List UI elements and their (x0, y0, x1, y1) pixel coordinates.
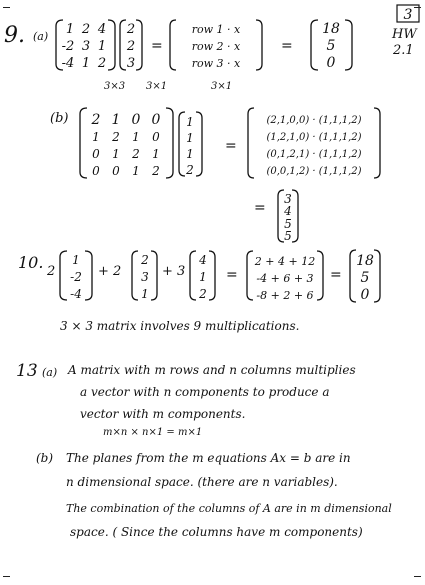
matrix-9a-cell: 4 (97, 22, 107, 37)
dot-product: (2,1,0,0) · (1,1,1,2) (266, 115, 362, 126)
matrix-9b-cell: 2 (112, 130, 120, 144)
vector-entry: -2 (70, 270, 82, 284)
vector-9b-entry: 1 (186, 131, 194, 145)
matrix-9b-cell: 0 (151, 112, 161, 128)
vector-9a-entry: 2 (126, 22, 136, 37)
result-9b-entry: 5 (284, 217, 292, 231)
row-product: row 1 · x (191, 23, 241, 36)
matrix-9b (80, 108, 173, 178)
matrix-9b-cell: 0 (92, 164, 100, 178)
vector-9b-entry: 2 (186, 163, 194, 177)
problem-13b-line: space. ( Since the columns have m components) (70, 525, 363, 539)
equals-sign: = (330, 267, 342, 283)
vector-10-3 (190, 251, 215, 301)
vector-entry: 1 (199, 270, 207, 284)
matrix-9a-cell: 3 (81, 39, 91, 54)
vector-9a (120, 20, 142, 71)
matrix-9b-cell: 0 (152, 130, 160, 144)
vector-entry: 1 (141, 287, 149, 301)
equals-sign: = (151, 38, 163, 54)
problem-13b-line: The planes from the m equations Ax = b are in (66, 451, 351, 465)
matrix-9b-cell: 2 (91, 112, 101, 128)
dimensions-9a (104, 81, 232, 92)
vector-10-1 (60, 251, 92, 301)
result-9a-entry: 0 (326, 55, 336, 71)
matrix-9a-cell: 2 (97, 56, 107, 71)
matrix-9b-cell: 0 (92, 147, 100, 161)
vector-9b-entry: 1 (186, 115, 194, 129)
problem-13a-label: (a) (42, 366, 58, 379)
sum-expression: -8 + 2 + 6 (256, 289, 314, 302)
matrix-9a-cell: 2 (81, 22, 91, 37)
matrix-9b-cell: 1 (112, 147, 120, 161)
matrix-9b-cell: 0 (112, 164, 120, 178)
page-number: 3 (403, 7, 413, 23)
scan-mark (3, 7, 10, 8)
problem-13b-line: The combination of the columns of A are in m dimensional (66, 502, 392, 515)
dimension-label: 3×1 (146, 81, 168, 92)
result-9b (278, 190, 298, 243)
hw-section: 2.1 (393, 43, 414, 58)
equals-sign: = (226, 267, 238, 283)
scan-mark (414, 7, 421, 8)
vector-10-2 (132, 251, 157, 301)
equals-sign: = (281, 38, 293, 54)
problem-10-note: 3 × 3 matrix involves 9 multiplications. (60, 319, 300, 333)
row-product: row 3 · x (191, 57, 241, 70)
coefficient: 2 (47, 264, 56, 279)
vector-entry: -4 (70, 287, 82, 301)
coefficient: + 3 (162, 264, 186, 279)
problem-13-number: 13 (16, 361, 38, 381)
matrix-9b-cell: 1 (152, 147, 160, 161)
problem-13a-line: vector with m components. (80, 407, 246, 421)
result-9b-entry: 3 (284, 192, 292, 206)
dot-product: (1,2,1,0) · (1,1,1,2) (266, 132, 362, 143)
vector-entry: 2 (199, 287, 207, 301)
matrix-9b-cell: 1 (132, 164, 140, 178)
problem-13a-line: A matrix with m rows and n columns multiplies (68, 363, 356, 377)
matrix-9b-cell: 1 (132, 130, 140, 144)
vector-9a-entry: 2 (126, 39, 136, 54)
vector-entry: 4 (199, 253, 207, 267)
problem-9b-label: (b) (50, 111, 69, 126)
vector-9a-entry: 3 (126, 56, 136, 71)
sum-expression: 2 + 4 + 12 (254, 255, 316, 268)
problem-13b-label: (b) (36, 451, 54, 465)
coefficient: + 2 (98, 264, 122, 279)
matrix-9a (56, 20, 115, 71)
problem-10-number: 10. (18, 253, 44, 272)
equals-sign: = (225, 138, 237, 154)
vector-entry: 3 (141, 270, 149, 284)
problem-9a-label: (a) (33, 30, 49, 43)
problem-13a-line: a vector with n components to produce a (80, 385, 330, 399)
matrix-9a-cell: -2 (61, 39, 75, 54)
hw-label: HW (392, 27, 417, 42)
problem-13a-dims: m×n × n×1 = m×1 (103, 427, 203, 438)
matrix-9b-cell: 2 (132, 147, 140, 161)
result-10-entry: 18 (356, 253, 374, 269)
matrix-9a-cell: 1 (97, 39, 107, 54)
matrix-9b-cell: 0 (131, 112, 141, 128)
vector-9b (179, 112, 202, 177)
matrix-9b-cell: 1 (92, 130, 100, 144)
dimension-label: 3×1 (211, 81, 233, 92)
dot-products-9b (248, 108, 380, 178)
dimension-label: 3×3 (104, 81, 126, 92)
sums-10 (247, 251, 323, 302)
vector-entry: 1 (72, 253, 80, 267)
sum-expression: -4 + 6 + 3 (256, 272, 314, 285)
problem-13b-line: n dimensional space. (there are n variables). (66, 475, 338, 489)
result-10 (350, 250, 380, 303)
result-9b-entry: 4 (284, 204, 292, 218)
result-9a (311, 20, 352, 71)
matrix-9b-cell: 1 (111, 112, 121, 128)
result-10-entry: 5 (360, 270, 370, 286)
dot-product: (0,1,2,1) · (1,1,1,2) (266, 149, 362, 160)
problem-9-number: 9. (4, 23, 25, 48)
scan-mark (3, 576, 10, 577)
result-9a-entry: 18 (322, 21, 340, 37)
result-9b-entry: 5 (284, 229, 292, 243)
dot-product: (0,0,1,2) · (1,1,1,2) (266, 166, 362, 177)
matrix-9a-cell: 1 (81, 56, 91, 71)
vector-9b-entry: 1 (186, 147, 194, 161)
result-10-entry: 0 (360, 287, 370, 303)
scan-mark (414, 576, 421, 577)
matrix-9b-cell: 2 (152, 164, 160, 178)
result-9a-entry: 5 (326, 38, 336, 54)
vector-entry: 2 (141, 253, 149, 267)
equals-sign: = (254, 200, 266, 216)
matrix-9a-cell: -4 (61, 56, 75, 71)
row-products-9a (170, 20, 262, 70)
matrix-9a-cell: 1 (65, 22, 75, 37)
row-product: row 2 · x (191, 40, 241, 53)
